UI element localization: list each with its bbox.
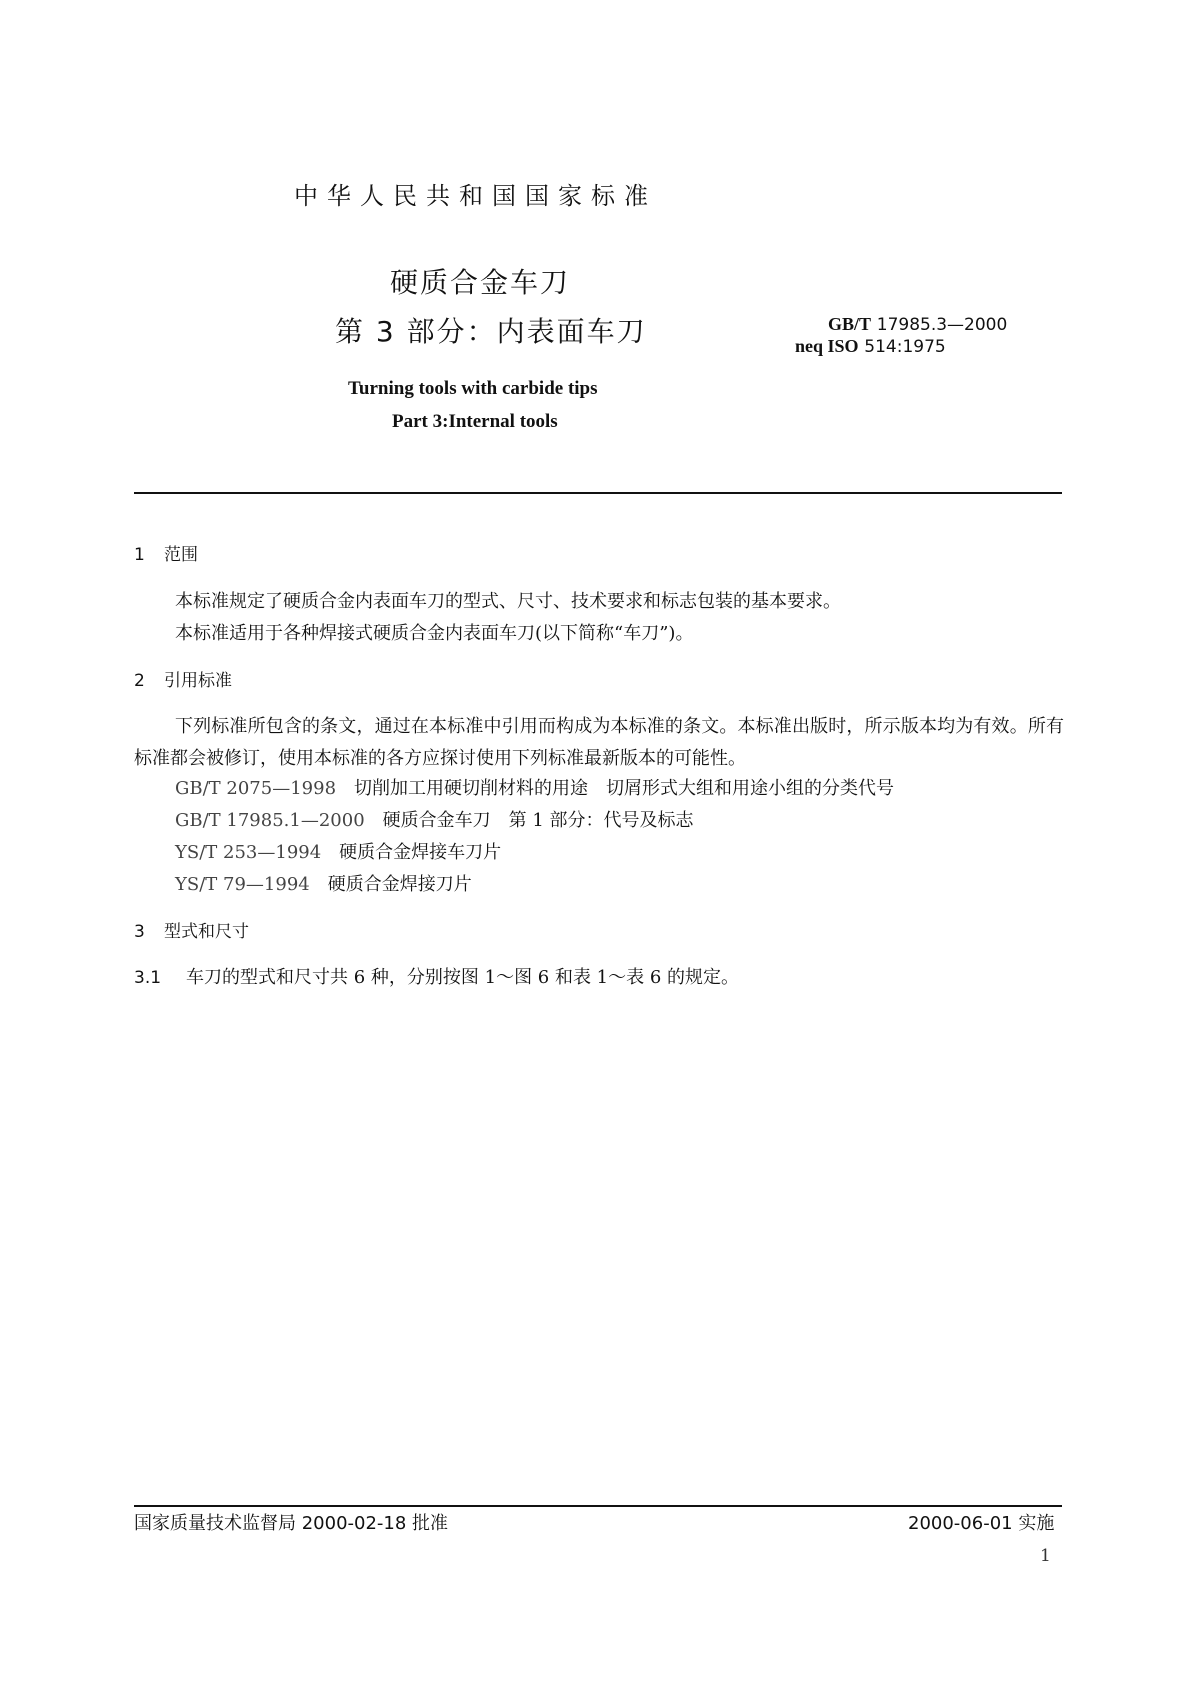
section-number: 1 — [134, 545, 145, 565]
scope-paragraph-2: 本标准适用于各种焊接式硬质合金内表面车刀(以下简称“车刀”)。 — [175, 623, 694, 644]
reference-code: YS/T 79—1994 — [175, 874, 310, 895]
reference-code: GB/T 17985.1—2000 — [175, 810, 365, 831]
reference-item — [175, 777, 894, 801]
standard-code — [828, 314, 1007, 335]
section-title: 范围 — [164, 545, 198, 565]
title-en-main: Turning tools with carbide tips — [348, 378, 598, 399]
implementation-line: 2000-06-01 实施 — [908, 1513, 1055, 1534]
reference-title: 硬质合金焊接车刀片 — [339, 842, 502, 863]
standard-equivalence — [795, 336, 946, 357]
section-title: 型式和尺寸 — [164, 922, 249, 942]
reference-item — [175, 873, 472, 897]
reference-code: GB/T 2075—1998 — [175, 778, 337, 799]
clause-number: 3.1 — [134, 968, 162, 988]
scope-paragraph-1: 本标准规定了硬质合金内表面车刀的型式、尺寸、技术要求和标志包装的基本要求。 — [175, 591, 841, 612]
section-heading-scope — [134, 544, 198, 566]
clause-text: 车刀的型式和尺寸共 6 种，分别按图 1～图 6 和表 1～表 6 的规定。 — [186, 967, 740, 988]
approval-line: 国家质量技术监督局 2000-02-18 批准 — [134, 1513, 449, 1534]
page-number: 1 — [1040, 1546, 1051, 1566]
title-cn-part: 第 3 部分：内表面车刀 — [335, 315, 647, 348]
references-intro: 下列标准所包含的条文，通过在本标准中引用而构成为本标准的条文。本标准出版时，所示版本均为有效。所有标准都会被修订，使用本标准的各方应探讨使用下列标准最新版本的可能性。 — [134, 716, 1064, 769]
section-heading-types — [134, 921, 249, 943]
section-number: 3 — [134, 922, 145, 942]
clause-3-1 — [134, 966, 739, 990]
reference-title: 切削加工用硬切削材料的用途 切屑形式大组和用途小组的分类代号 — [354, 778, 895, 799]
header-divider — [134, 492, 1062, 494]
reference-item — [175, 841, 501, 865]
title-en-part: Part 3:Internal tools — [392, 411, 558, 432]
title-cn-main: 硬质合金车刀 — [390, 266, 571, 299]
national-standard-heading: 中华人民共和国国家标准 — [294, 182, 657, 210]
footer-divider — [134, 1505, 1062, 1507]
equivalence-number: 514:1975 — [864, 337, 946, 357]
reference-code: YS/T 253—1994 — [175, 842, 322, 863]
reference-item — [175, 809, 694, 833]
standard-code-number: 17985.3—2000 — [876, 315, 1008, 335]
equivalence-prefix: neq ISO — [795, 336, 859, 356]
standard-code-prefix: GB/T — [828, 314, 872, 334]
section-title: 引用标准 — [164, 671, 232, 691]
reference-title: 硬质合金焊接刀片 — [327, 874, 472, 895]
reference-title: 硬质合金车刀 第 1 部分：代号及标志 — [382, 810, 694, 831]
section-number: 2 — [134, 671, 145, 691]
section-heading-references — [134, 670, 232, 692]
